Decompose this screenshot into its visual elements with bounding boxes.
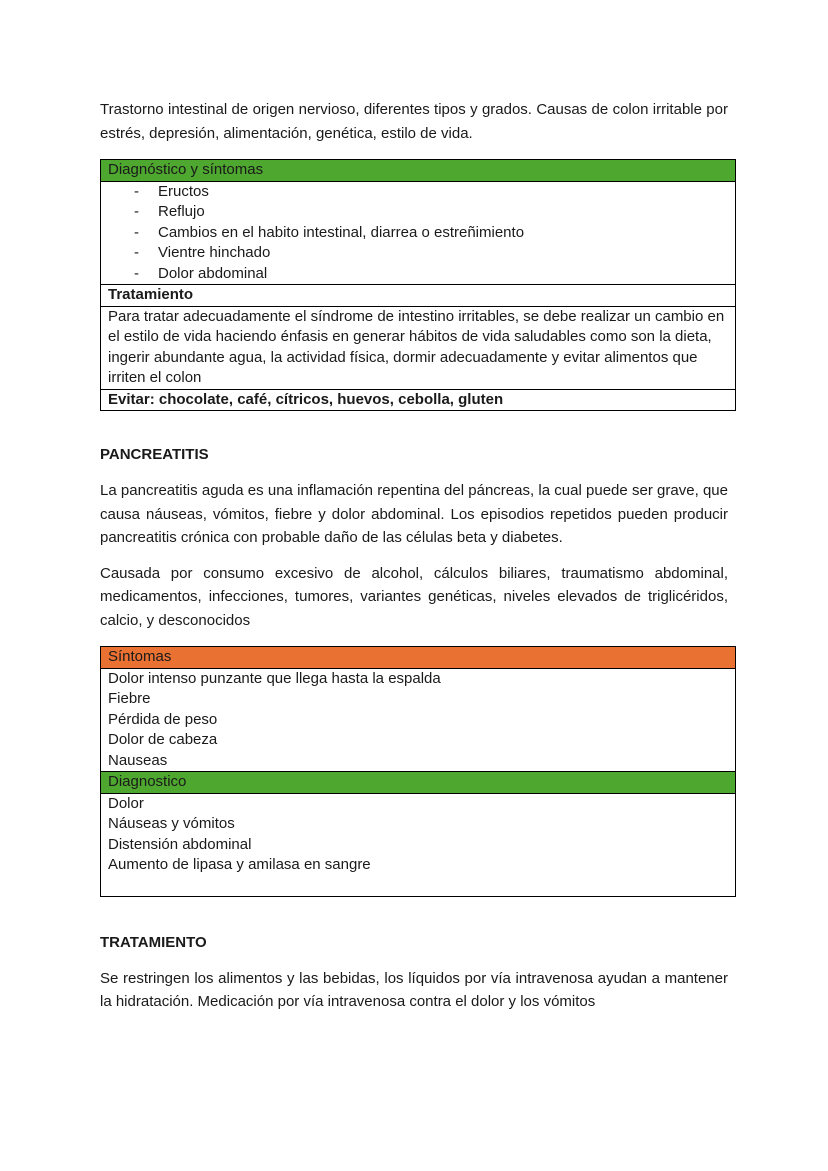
list-item: - Reflujo [134, 203, 205, 220]
list-item: - Eructos [134, 182, 209, 200]
list-item: - Cambios en el habito intestinal, diarrea o estreñimiento [134, 223, 525, 241]
pancreatitis-paragraph-2: Causada por consumo excesivo de alcohol, cálculos biliares, traumatismo abdominal, medicamentos, infecciones, tumores, variantes genéticas, niveles elevados de triglicéridos, calcio, y desconocidos [100, 564, 728, 629]
treatment-header: Tratamiento [101, 285, 736, 307]
list-item: Pérdida de peso [108, 710, 218, 728]
treatment-text: Para tratar adecuadamente el síndrome de intestino irritables, se debe realizar un cambio en el estilo de vida haciendo énfasis en generar hábitos de vida saludables como son la dieta, ingerir abundante agua, la actividad física, dormir adecuadamente y evitar alimentos que irriten el colon [101, 306, 736, 389]
diagnosis-symptoms-header: Diagnóstico y síntomas [101, 160, 736, 182]
diagnostic-cell [101, 793, 736, 896]
symptoms-cell [101, 181, 736, 285]
diagnostic-header: Diagnostico [101, 772, 736, 794]
list-item: - Vientre hinchado [134, 244, 271, 261]
colon-table [100, 159, 736, 411]
list-item: Dolor de cabeza [108, 731, 218, 748]
intro-paragraph: Trastorno intestinal de origen nervioso, diferentes tipos y grados. Causas de colon irritable por estrés, depresión, alimentación, genética, estilo de vida. [100, 101, 728, 142]
pancreatitis-heading: PANCREATITIS [100, 446, 209, 463]
symptoms-list [108, 182, 728, 285]
list-item: Fiebre [108, 690, 151, 707]
list-item: Náuseas y vómitos [108, 815, 235, 832]
list-item: - Dolor abdominal [134, 264, 268, 282]
diagnostic-list [108, 794, 728, 876]
pancreatitis-paragraph-1: La pancreatitis aguda es una inflamación repentina del páncreas, la cual puede ser grave, que causa náuseas, vómitos, fiebre y dolor abdominal. Los episodios repetidos pueden producir pancreatitis crónica con probable daño de las células beta y diabetes. [100, 482, 728, 546]
pancreatitis-table [100, 646, 736, 897]
treatment-paragraph: Se restringen los alimentos y las bebidas, los líquidos por vía intravenosa ayudan a mantener la hidratación. Medicación por vía intravenosa contra el dolor y los vómitos [100, 969, 728, 1010]
pancreatitis-symptoms-cell [101, 668, 736, 772]
list-item: Distensión abdominal [108, 835, 252, 853]
pancreatitis-symptoms-list [108, 669, 728, 772]
list-item: Dolor intenso punzante que llega hasta la espalda [108, 669, 441, 687]
treatment-heading: TRATAMIENTO [100, 933, 207, 951]
list-item: Dolor [108, 794, 144, 812]
avoid-foods: Evitar: chocolate, café, cítricos, huevos, cebolla, gluten [101, 389, 736, 411]
list-item: Nauseas [108, 751, 168, 769]
list-item: Aumento de lipasa y amilasa en sangre [108, 856, 371, 873]
document-page [100, 98, 728, 1014]
symptoms-header: Síntomas [101, 647, 736, 669]
